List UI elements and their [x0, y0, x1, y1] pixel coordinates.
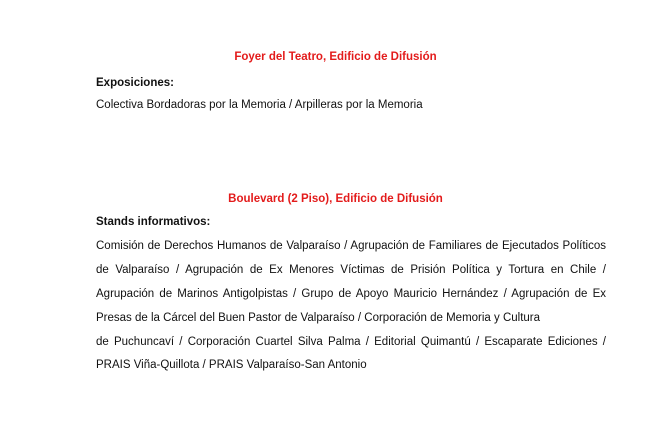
body-line: de Valparaíso / Agrupación de Ex Menores Víctimas de Prisión Política y Tortura en Chile /: [96, 264, 606, 276]
body-line: Agrupación de Marinos Antigolpistas / Grupo de Apoyo Mauricio Hernández / Agrupación de Ex: [96, 288, 606, 300]
section-subtitle: Exposiciones:: [96, 77, 174, 89]
body-line: PRAIS Viña-Quillota / PRAIS Valparaíso-San Antonio: [96, 359, 367, 371]
body-line: Comisión de Derechos Humanos de Valparaíso / Agrupación de Familiares de Ejecutados Políticos: [96, 240, 606, 252]
section-title: Boulevard (2 Piso), Edificio de Difusión: [228, 193, 443, 205]
body-line: Colectiva Bordadoras por la Memoria / Arpilleras por la Memoria: [96, 99, 423, 111]
section-subtitle: Stands informativos:: [96, 216, 211, 228]
body-line: de Puchuncaví / Corporación Cuartel Silva Palma / Editorial Quimantú / Escaparate Ediciones /: [96, 336, 606, 348]
section-title: Foyer del Teatro, Edificio de Difusión: [234, 51, 437, 63]
body-line: Presas de la Cárcel del Buen Pastor de Valparaíso / Corporación de Memoria y Cultura: [96, 312, 541, 324]
